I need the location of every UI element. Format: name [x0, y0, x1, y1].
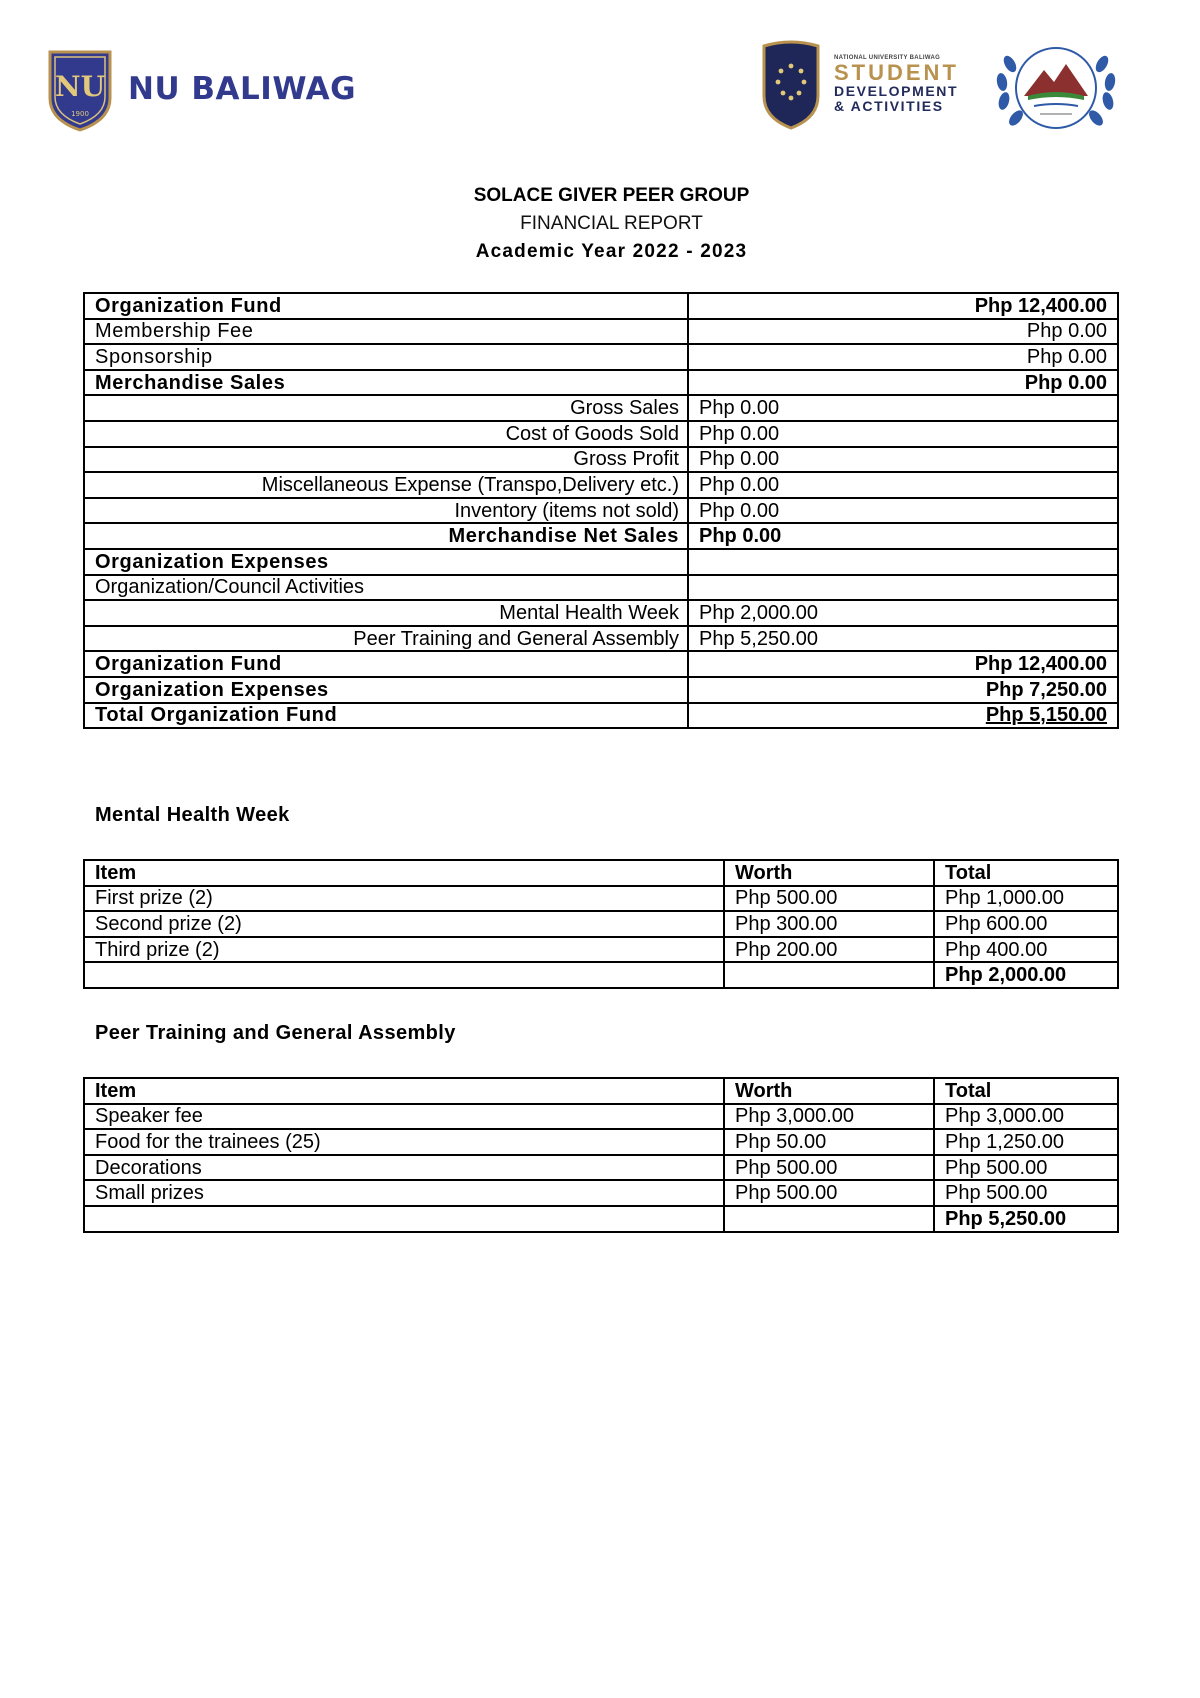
row-value: Php 0.00 [688, 447, 1118, 473]
table-row [84, 293, 1118, 319]
row-label: Gross Profit [84, 447, 688, 473]
row-value: Php 0.00 [688, 344, 1118, 370]
sda-caption: NATIONAL UNIVERSITY BALIWAG [834, 54, 941, 61]
total-organization-fund-value: Php 5,150.00 [688, 703, 1118, 729]
table-row [84, 447, 1118, 473]
item-cell: Decorations [84, 1155, 724, 1181]
table-row [84, 421, 1118, 447]
item-cell: Second prize (2) [84, 911, 724, 937]
column-header-total: Total [934, 860, 1118, 886]
row-label: Miscellaneous Expense (Transpo,Delivery etc.) [84, 472, 688, 498]
total-cell: Php 400.00 [934, 937, 1118, 963]
column-header-worth: Worth [724, 1078, 934, 1104]
sda-line-activities: & ACTIVITIES [834, 97, 944, 114]
table-row [84, 911, 1118, 937]
row-label: Organization Fund [84, 651, 688, 677]
column-header-worth: Worth [724, 860, 934, 886]
item-cell: Food for the trainees (25) [84, 1129, 724, 1155]
worth-cell: Php 50.00 [724, 1129, 934, 1155]
table-row [84, 937, 1118, 963]
row-value: Php 0.00 [688, 395, 1118, 421]
table-total-row [84, 962, 1118, 988]
worth-cell: Php 500.00 [724, 886, 934, 912]
report-title-block [0, 182, 1200, 266]
peer-training-heading: Peer Training and General Assembly [95, 1022, 456, 1044]
worth-cell: Php 200.00 [724, 937, 934, 963]
table-row [84, 1155, 1118, 1181]
report-name: FINANCIAL REPORT [520, 213, 703, 234]
row-label: Inventory (items not sold) [84, 498, 688, 524]
worth-cell: Php 300.00 [724, 911, 934, 937]
column-header-item: Item [84, 1078, 724, 1104]
empty-cell [84, 1206, 724, 1232]
row-value: Php 5,250.00 [688, 626, 1118, 652]
table-row [84, 677, 1118, 703]
total-cell: Php 1,250.00 [934, 1129, 1118, 1155]
table-row [84, 575, 1118, 601]
row-label: Organization Fund [84, 293, 688, 319]
table-row [84, 523, 1118, 549]
table-row [84, 498, 1118, 524]
table-row [84, 319, 1118, 345]
worth-cell: Php 500.00 [724, 1180, 934, 1206]
table-row [84, 703, 1118, 729]
item-cell: First prize (2) [84, 886, 724, 912]
row-value: Php 0.00 [688, 370, 1118, 396]
nu-shield-icon [44, 46, 116, 132]
column-header-total: Total [934, 1078, 1118, 1104]
table-row [84, 344, 1118, 370]
row-label: Total Organization Fund [84, 703, 688, 729]
nu-seal-year: 1900 [71, 110, 89, 118]
total-cell: Php 500.00 [934, 1155, 1118, 1181]
row-label: Mental Health Week [84, 600, 688, 626]
row-value: Php 12,400.00 [688, 293, 1118, 319]
grand-total-cell: Php 5,250.00 [934, 1206, 1118, 1232]
row-label: Cost of Goods Sold [84, 421, 688, 447]
row-label: Peer Training and General Assembly [84, 626, 688, 652]
item-cell: Speaker fee [84, 1104, 724, 1130]
item-cell: Small prizes [84, 1180, 724, 1206]
empty-cell [724, 962, 934, 988]
row-value: Php 0.00 [688, 421, 1118, 447]
row-label: Sponsorship [84, 344, 688, 370]
mental-health-week-table [83, 859, 1119, 989]
row-value [688, 575, 1118, 601]
worth-cell: Php 500.00 [724, 1155, 934, 1181]
table-header-row [84, 860, 1118, 886]
row-value: Php 2,000.00 [688, 600, 1118, 626]
empty-cell [84, 962, 724, 988]
total-cell: Php 3,000.00 [934, 1104, 1118, 1130]
sda-logo [760, 38, 964, 130]
table-row [84, 1104, 1118, 1130]
organization-name: SOLACE GIVER PEER GROUP [473, 185, 750, 206]
row-label: Organization/Council Activities [84, 575, 688, 601]
financial-summary-table [83, 292, 1119, 729]
row-value: Php 0.00 [688, 319, 1118, 345]
peer-training-table [83, 1077, 1119, 1233]
row-value: Php 0.00 [688, 498, 1118, 524]
worth-cell: Php 3,000.00 [724, 1104, 934, 1130]
row-label: Merchandise Sales [84, 370, 688, 396]
table-row [84, 651, 1118, 677]
organization-seal-icon [988, 34, 1124, 140]
table-row [84, 886, 1118, 912]
table-row [84, 549, 1118, 575]
mental-health-week-heading: Mental Health Week [95, 804, 290, 826]
academic-year: Academic Year 2022 - 2023 [475, 241, 748, 262]
row-label: Organization Expenses [84, 549, 688, 575]
table-total-row [84, 1206, 1118, 1232]
nu-brand-name: NU BALIWAG [128, 71, 357, 107]
nu-seal-letters: NU [54, 70, 106, 103]
table-row [84, 472, 1118, 498]
table-row [84, 1129, 1118, 1155]
nu-baliwag-logo [44, 46, 356, 132]
row-value [688, 549, 1118, 575]
sda-shield-icon [760, 38, 822, 130]
row-value: Php 0.00 [688, 472, 1118, 498]
table-row [84, 395, 1118, 421]
table-row [84, 600, 1118, 626]
grand-total-cell: Php 2,000.00 [934, 962, 1118, 988]
total-cell: Php 1,000.00 [934, 886, 1118, 912]
table-header-row [84, 1078, 1118, 1104]
row-label: Merchandise Net Sales [84, 523, 688, 549]
row-value: Php 0.00 [688, 523, 1118, 549]
column-header-item: Item [84, 860, 724, 886]
row-label: Membership Fee [84, 319, 688, 345]
item-cell: Third prize (2) [84, 937, 724, 963]
table-row [84, 626, 1118, 652]
row-label: Gross Sales [84, 395, 688, 421]
empty-cell [724, 1206, 934, 1232]
total-cell: Php 500.00 [934, 1180, 1118, 1206]
table-row [84, 1180, 1118, 1206]
sda-line-student: STUDENT [834, 59, 959, 85]
row-value: Php 7,250.00 [688, 677, 1118, 703]
sda-line-development: DEVELOPMENT [834, 82, 959, 99]
total-cell: Php 600.00 [934, 911, 1118, 937]
table-row [84, 370, 1118, 396]
row-value: Php 12,400.00 [688, 651, 1118, 677]
row-label: Organization Expenses [84, 677, 688, 703]
